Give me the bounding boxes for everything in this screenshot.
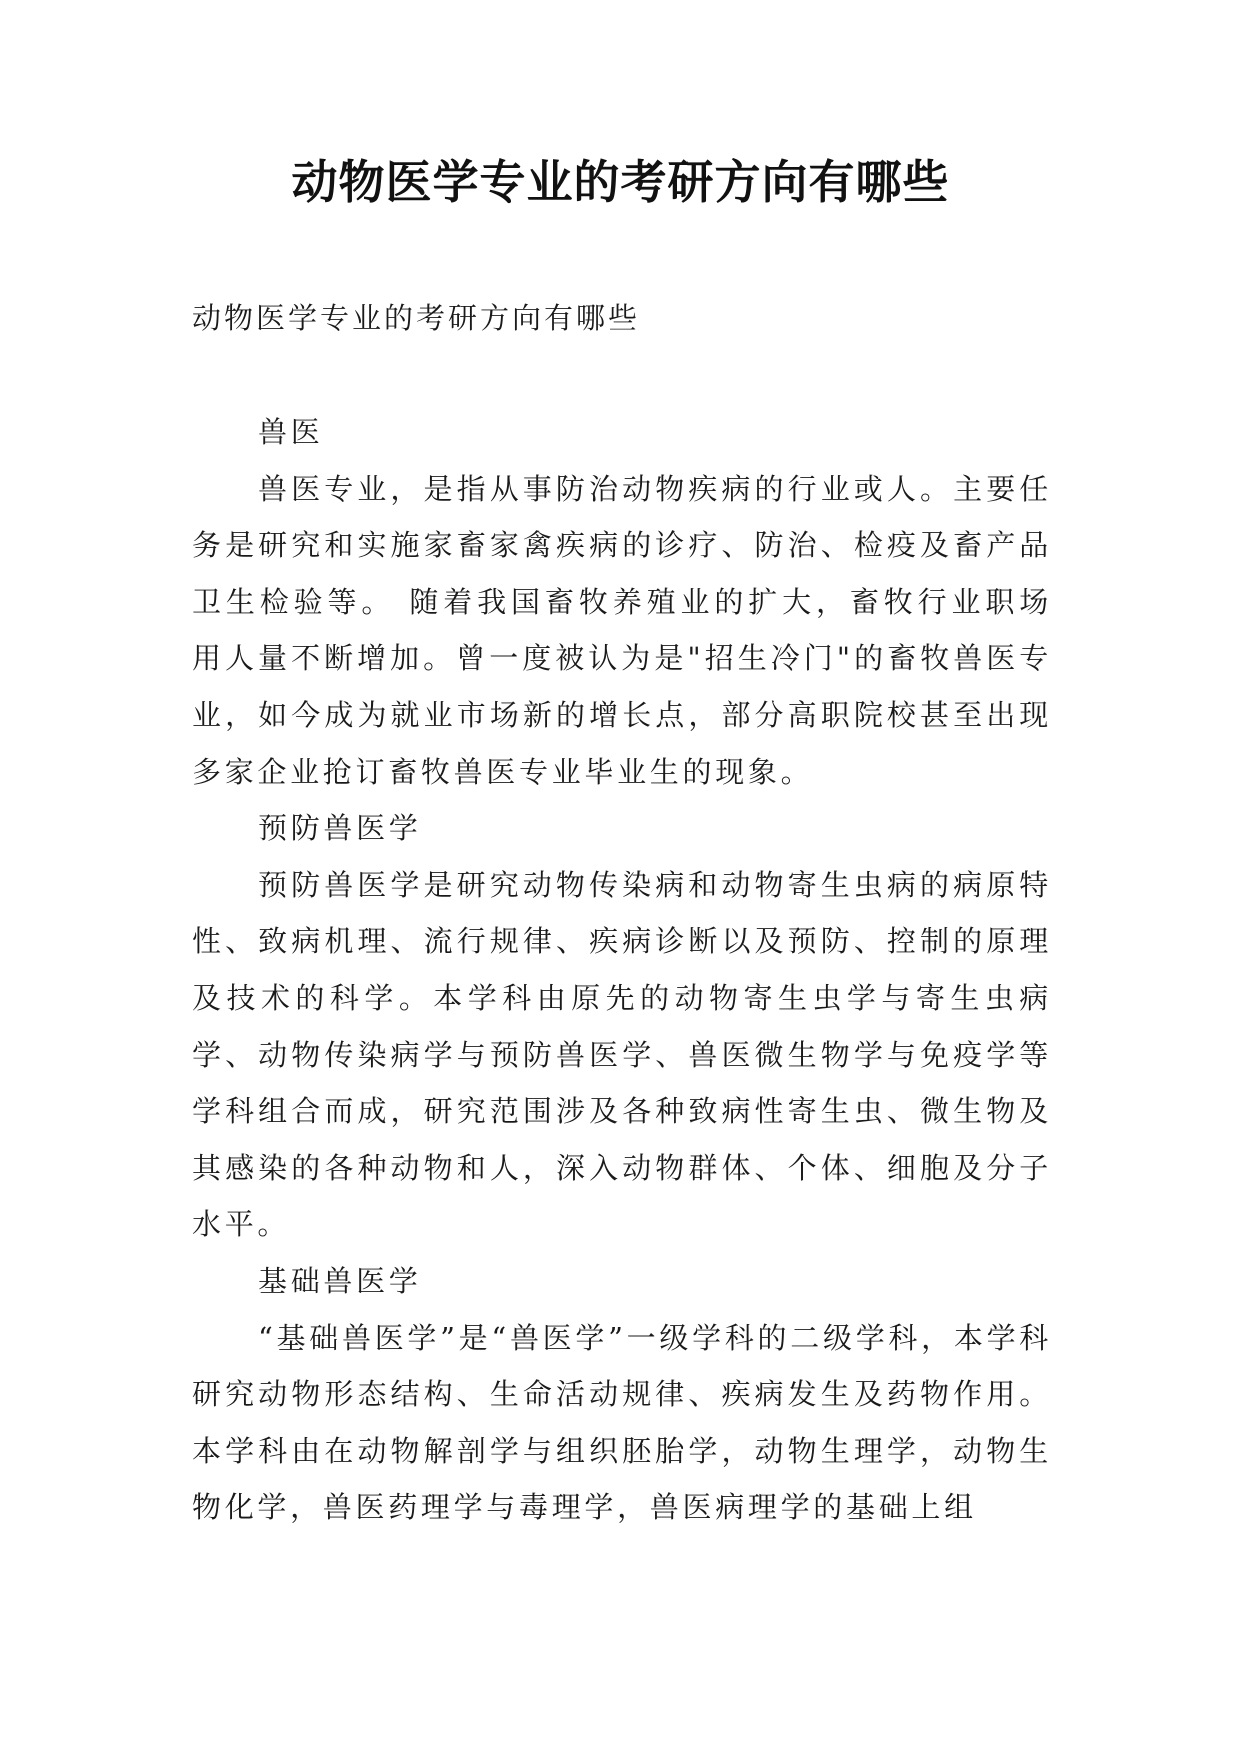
section-paragraph-preventive-veterinary: 预防兽医学是研究动物传染病和动物寄生虫病的病原特性、致病机理、流行规律、疾病诊断以及预防、控制的原理及技术的科学。本学科由原先的动物寄生虫学与寄生虫病学、动物传染病学与预防兽医学、兽医微生物学与免疫学等学科组合而成，研究范围涉及各种致病性寄生虫、微生物及其感染的各种动物和人，深入动物群体、个体、细胞及分子水平。 bbox=[192, 867, 1052, 1242]
section-paragraph-basic-veterinary: “基础兽医学”是“兽医学”一级学科的二级学科，本学科研究动物形态结构、生命活动规律、疾病发生及药物作用。本学科由在动物解剖学与组织胚胎学，动物生理学，动物生物化学，兽医药理学与毒理学，兽医病理学的基础上组 bbox=[192, 1320, 1052, 1525]
document-title: 动物医学专业的考研方向有哪些 bbox=[291, 155, 950, 209]
section-heading-basic-veterinary: 基础兽医学 bbox=[258, 1263, 422, 1298]
section-heading-preventive-veterinary: 预防兽医学 bbox=[258, 811, 422, 846]
section-paragraph-veterinary: 兽医专业，是指从事防治动物疾病的行业或人。主要任务是研究和实施家畜家禽疾病的诊疗、防治、检疫及畜产品卫生检验等。 随着我国畜牧养殖业的扩大，畜牧行业职场用人量不断增加。曾一度被认为是"招生冷门"的畜牧兽医专业，如今成为就业市场新的增长点，部分高职院校甚至出现多家企业抢订畜牧兽医专业毕业生的现象。 bbox=[192, 471, 1052, 789]
document-body bbox=[192, 404, 1052, 1536]
document-subtitle: 动物医学专业的考研方向有哪些 bbox=[192, 301, 641, 335]
section-heading-veterinary: 兽医 bbox=[258, 415, 324, 449]
